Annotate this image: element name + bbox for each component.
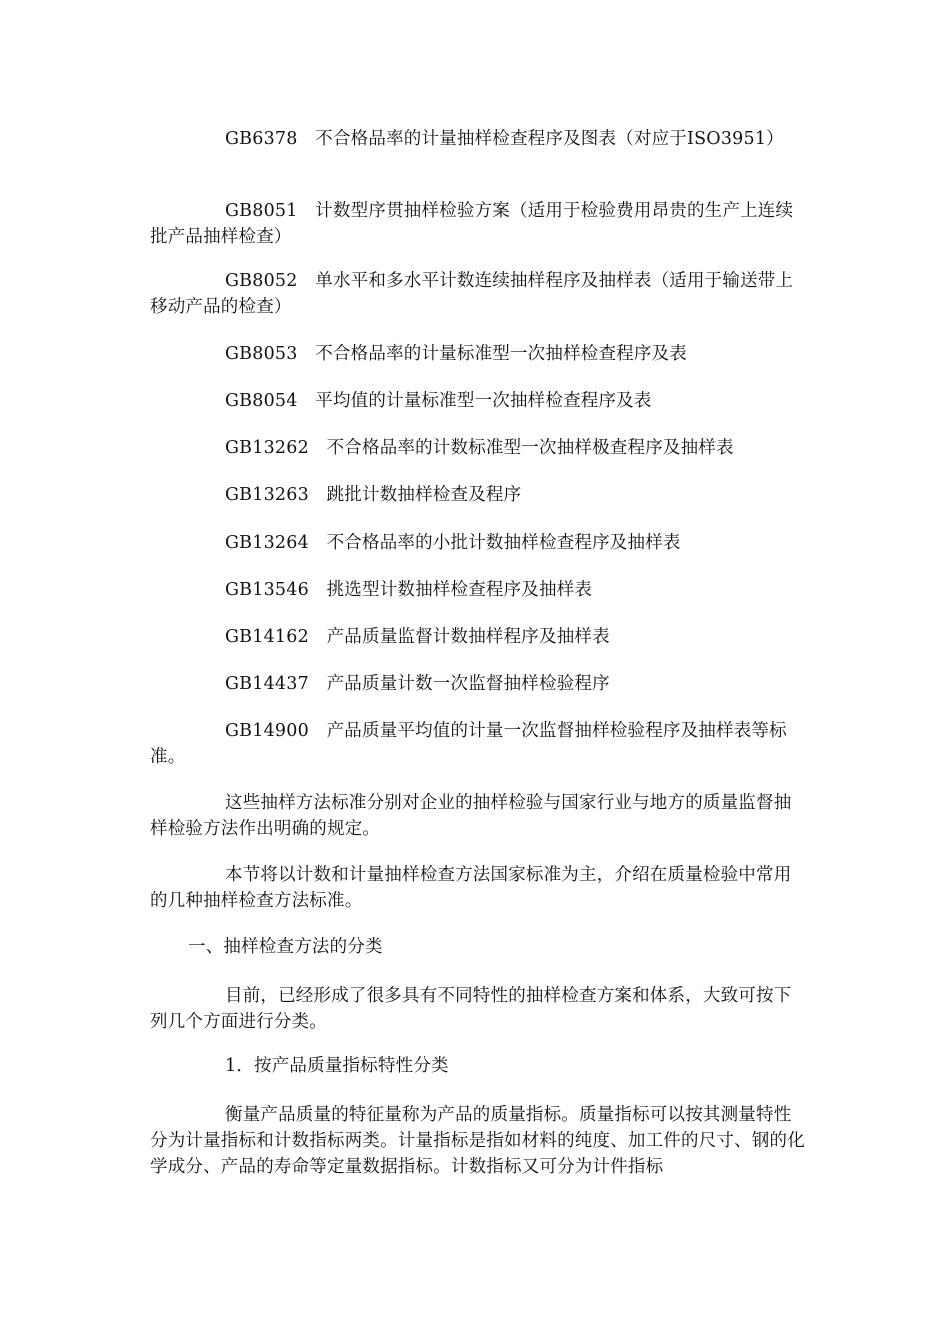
standard-gb13262: GB13262 不合格品率的计数标准型一次抽样极查程序及抽样表 (225, 438, 734, 458)
subsection-heading: 1．按产品质量指标特性分类 (225, 1056, 449, 1076)
standard-gb14437: GB14437 产品质量计数一次监督抽样检验程序 (225, 674, 610, 694)
standard-gb8051: GB8051 计数型序贯抽样检验方案（适用于检验费用昂贵的生产上连续批产品抽样检查） (150, 201, 794, 247)
body-paragraph: 衡量产品质量的特征量称为产品的质量指标。质量指标可以按其测量特性分为计量指标和计数指标两类。计量指标是指如材料的纯度、加工件的尺寸、钢的化学成分、产品的寿命等定量数据指标。计数指标又可分为计件指标 (150, 1105, 805, 1177)
standard-gb13264: GB13264 不合格品率的小批计数抽样检查程序及抽样表 (225, 533, 681, 553)
section-heading: 一、抽样检查方法的分类 (188, 937, 383, 957)
body-paragraph: 本节将以计数和计量抽样检查方法国家标准为主，介绍在质量检验中常用的几种抽样检查方法标准。 (150, 865, 792, 911)
standard-gb8052: GB8052 单水平和多水平计数连续抽样程序及抽样表（适用于输送带上移动产品的检查） (150, 271, 794, 317)
standard-gb14162: GB14162 产品质量监督计数抽样程序及抽样表 (225, 627, 610, 647)
standard-gb8054: GB8054 平均值的计量标准型一次抽样检查程序及表 (225, 391, 652, 411)
body-paragraph: 目前，已经形成了很多具有不同特性的抽样检查方案和体系，大致可按下列几个方面进行分类。 (150, 986, 792, 1032)
standard-gb14900: GB14900 产品质量平均值的计量一次监督抽样检验程序及抽样表等标准。 (150, 721, 787, 767)
standard-gb13546: GB13546 挑选型计数抽样检查程序及抽样表 (225, 580, 593, 600)
body-paragraph: 这些抽样方法标准分别对企业的抽样检验与国家行业与地方的质量监督抽样检验方法作出明确的规定。 (150, 793, 792, 839)
standard-gb8053: GB8053 不合格品率的计量标准型一次抽样检查程序及表 (225, 344, 687, 364)
standard-gb13263: GB13263 跳批计数抽样检查及程序 (225, 485, 522, 505)
standard-gb6378: GB6378 不合格品率的计量抽样检查程序及图表（对应于ISO3951） (225, 129, 784, 149)
